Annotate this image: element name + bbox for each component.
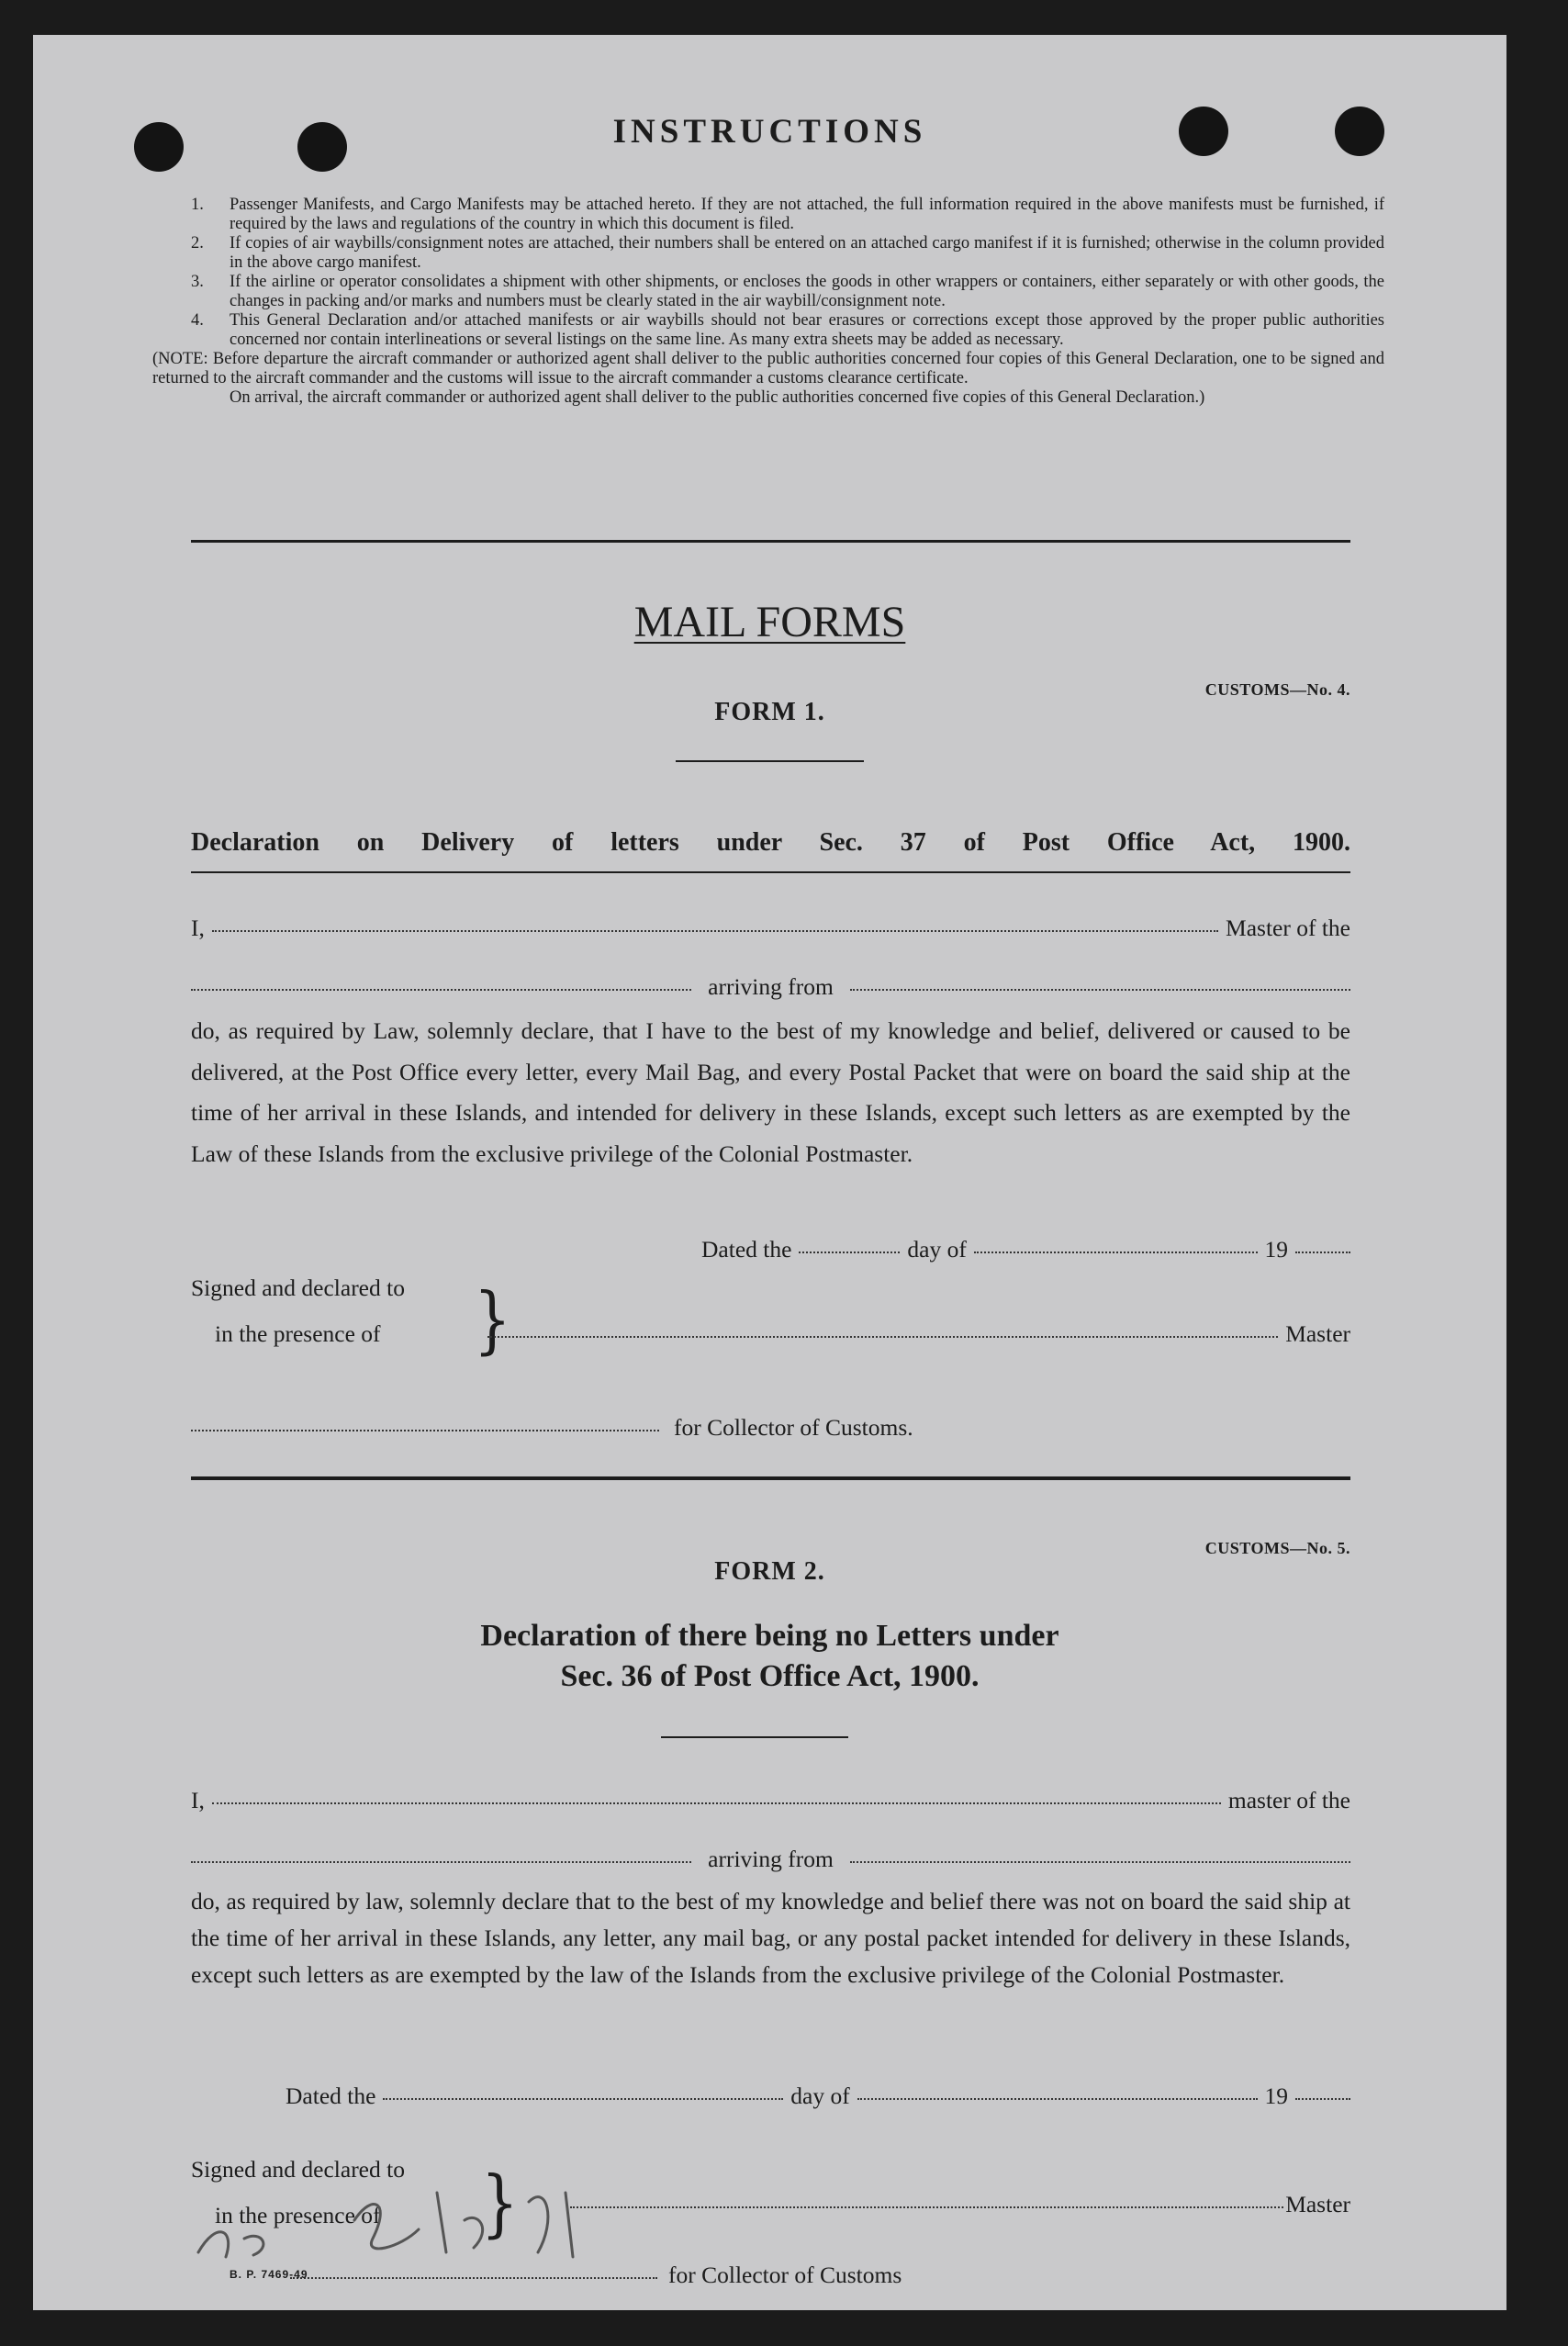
form2-customs-number: CUSTOMS—No. 5.: [1204, 1539, 1350, 1557]
day-field[interactable]: [799, 1248, 900, 1253]
instruction-item: 4. This General Declaration and/or attached manifests or air waybills should not bear erasures or corrections except those approved by the proper public authorities concerned nor contain interlineations or several listings on the same line. As many extra sheets may be added as necessary.: [191, 311, 1384, 349]
instruction-item: 2. If copies of air waybills/consignment notes are attached, their numbers shall be entered on an attached cargo manifest if it is furnished; otherwise in the column provided in the above cargo manifest.: [191, 234, 1384, 272]
form1-signed-label: Signed and declared to in the presence of: [191, 1274, 405, 1347]
section-divider: [191, 540, 1350, 543]
form1-title-rule: [676, 760, 864, 762]
instruction-note-2: On arrival, the aircraft commander or authorized agent shall deliver to the public authorities concerned five copies of this General Declaration.): [230, 388, 1205, 407]
ship-name-field[interactable]: [191, 1858, 691, 1863]
form2-arriving-line: arriving from: [191, 1846, 1350, 1873]
collector-signature-field[interactable]: [191, 1426, 659, 1431]
year-field[interactable]: [1295, 1248, 1350, 1253]
form2-master-signature-line: Master: [570, 2191, 1350, 2218]
document-page: [33, 35, 1506, 2310]
form1-master-signature-line: Master: [487, 1320, 1350, 1348]
form1-body: do, as required by Law, solemnly declare, that I have to the best of my knowledge and belief, delivered or caused to be delivered, at the Post Office every letter, every Mail Bag, and every Postal Packet that were on board the said ship at the time of her arrival in these Islands, and intended for delivery in these Islands, except such letters as are exempted by the Law of these Islands from the exclusive privilege of the Colonial Postmaster.: [191, 1017, 1350, 1167]
form2-body: do, as required by law, solemnly declare that to the best of my knowledge and belief there was not on board the said ship at the time of her arrival in these Islands, any letter, any mail bag, or any postal packet intended for delivery in these Islands, except such letters as are exempted by the law of the Islands from the exclusive privilege of the Colonial Postmaster.: [191, 1888, 1350, 1988]
form-code: B. P. 7469-49: [230, 2268, 308, 2281]
arriving-from-field[interactable]: [850, 985, 1350, 991]
form1-declaration-heading: Declaration on Delivery of letters under Sec. 37 of Post Office Act, 1900.: [191, 828, 1350, 857]
form2-heading-rule: [661, 1736, 848, 1738]
instruction-item: 3. If the airline or operator consolidates a shipment with other shipments, or encloses the goods in other wrappers or containers, either separately or with other goods, the changes in packing and/or marks and numbers must be clearly stated in the air waybill/consignment note.: [191, 273, 1384, 310]
instructions-list: [152, 196, 1384, 408]
handwritten-signature: [162, 2161, 676, 2275]
master-name-field[interactable]: [212, 926, 1218, 932]
form2-signed-label: Signed and declared to in the presence of: [191, 2156, 405, 2228]
instructions-title: INSTRUCTIONS: [612, 113, 927, 151]
month-field[interactable]: [857, 2094, 1258, 2100]
form1-customs-number: CUSTOMS—No. 4.: [1204, 680, 1350, 699]
mail-forms-title: MAIL FORMS: [633, 598, 906, 646]
form1-collector-line: for Collector of Customs.: [191, 1414, 1017, 1442]
form1-master-line: I, Master of the: [191, 915, 1350, 941]
ship-name-field[interactable]: [191, 985, 691, 991]
form2-collector-line: for Collector of Customs: [290, 2262, 1116, 2289]
day-field[interactable]: [383, 2094, 783, 2100]
arriving-from-field[interactable]: [850, 1858, 1350, 1863]
master-signature-field[interactable]: [570, 2203, 1283, 2208]
form1-brace: }: [474, 1277, 511, 1364]
form2-dated-line: Dated the day of 19: [286, 2082, 1350, 2110]
form2-title: FORM 2.: [714, 1557, 825, 1586]
form1-dated-line: Dated the day of 19: [701, 1236, 1350, 1263]
form2-declaration-heading: Declaration of there being no Letters under Sec. 36 of Post Office Act, 1900.: [480, 1619, 1059, 1693]
form2-master-line: I, master of the: [191, 1787, 1350, 1813]
month-field[interactable]: [974, 1248, 1258, 1253]
form1-heading-rule: [191, 871, 1350, 873]
year-field[interactable]: [1295, 2094, 1350, 2100]
master-name-field[interactable]: [212, 1799, 1221, 1804]
form2-brace: }: [481, 2161, 519, 2247]
form-divider: [191, 1476, 1350, 1480]
master-signature-field[interactable]: [487, 1332, 1278, 1338]
instruction-note: (NOTE: Before departure the aircraft commander or authorized agent shall deliver to the public authorities concerned four copies of this General Declaration, one to be signed and returned to the aircraft commander and the customs will issue to the aircraft commander a customs clearance certificate.: [152, 350, 1384, 387]
form1-title: FORM 1.: [714, 698, 825, 726]
instruction-item: 1. Passenger Manifests, and Cargo Manifests may be attached hereto. If they are not attached, the full information required in the above manifests must be furnished, if required by the laws and regulations of the country in which this document is filed.: [191, 196, 1384, 233]
form1-arriving-line: arriving from: [191, 973, 1350, 1001]
